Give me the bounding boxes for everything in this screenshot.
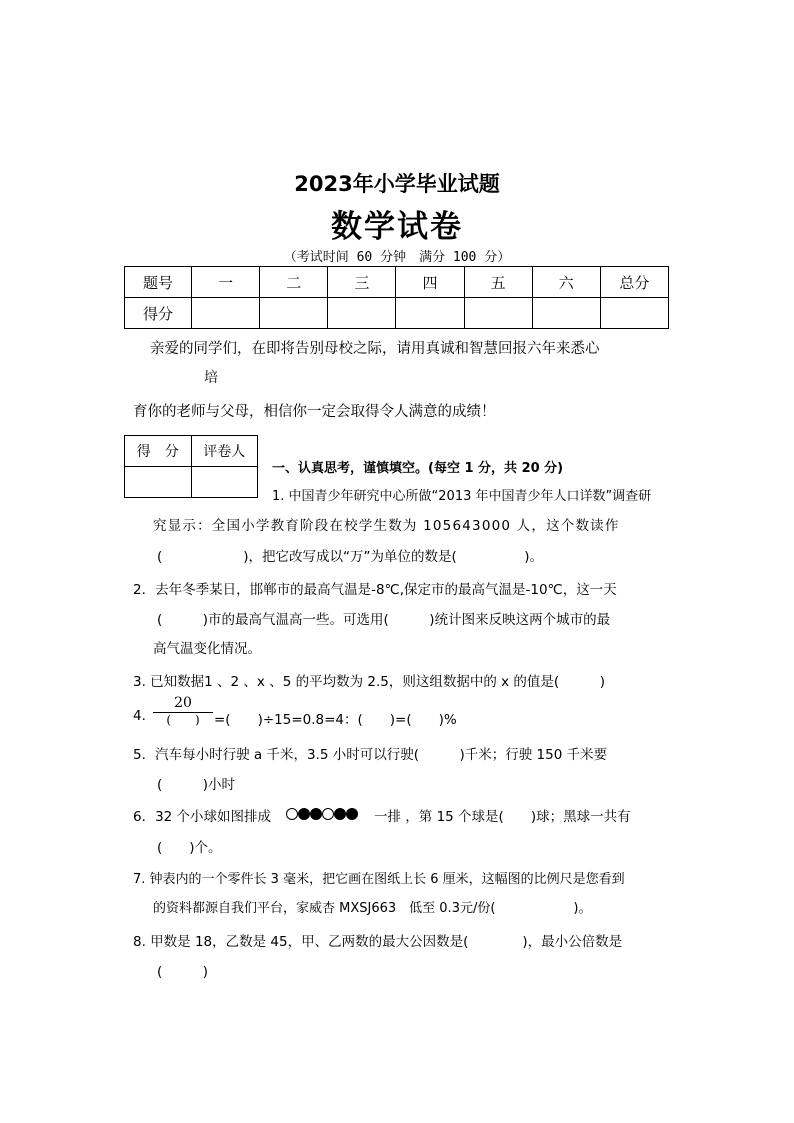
question-6-line-2: ( )个。	[157, 840, 222, 856]
grader-name-label: 评卷人	[191, 436, 258, 467]
fraction-denominator: ( )	[166, 713, 200, 727]
score-input-cell[interactable]	[600, 298, 668, 329]
question-4-number: 4.	[133, 708, 146, 724]
question-2-line-1: 2．去年冬季某日，邯郸市的最高气温是-8℃,保定市的最高气温是-10℃，这一天	[133, 582, 617, 598]
grader-score-label: 得 分	[125, 436, 192, 467]
question-1-line-2: 究显示：全国小学教育阶段在校学生数为 105643000 人，这个数读作	[153, 518, 620, 534]
question-2-line-2: ( )市的最高气温高一些。可选用( )统计图来反映这两个城市的最	[157, 612, 611, 628]
question-6-line-1-a: 6．32 个小球如图排成	[133, 809, 272, 825]
white-ball-icon	[322, 808, 334, 820]
grader-score-cell[interactable]	[125, 467, 192, 498]
black-ball-icon	[346, 808, 358, 820]
question-2-line-3: 高气温变化情况。	[153, 641, 261, 657]
score-table-score-row	[125, 298, 669, 329]
score-cell-section: 三	[328, 267, 396, 298]
score-table	[124, 266, 669, 329]
score-cell-section: 二	[260, 267, 328, 298]
question-3: 3. 已知数据1 、2 、x 、5 的平均数为 2.5，则这组数据中的 x 的值是( )	[133, 674, 605, 690]
black-ball-icon	[334, 808, 346, 820]
score-input-cell[interactable]	[396, 298, 464, 329]
score-cell-section: 四	[396, 267, 464, 298]
question-8-line-1: 8. 甲数是 18，乙数是 45，甲、乙两数的最大公因数是( )，最小公倍数是	[133, 934, 623, 950]
exam-title: 2023年小学毕业试题	[294, 172, 500, 196]
grader-table	[124, 435, 258, 498]
question-6-line-1-b: 一排 ，第 15 个球是( )球；黑球一共有	[374, 809, 631, 825]
question-7-line-1: 7. 钟表内的一个零件长 3 毫米，把它画在图纸上长 6 厘米，这幅图的比例尺是您看到	[133, 872, 625, 887]
score-input-cell[interactable]	[532, 298, 600, 329]
score-input-cell[interactable]	[464, 298, 532, 329]
section-1-heading: 一、认真思考，谨慎填空。(每空 1 分，共 20 分)	[272, 461, 564, 476]
question-8-line-2: ( )	[157, 964, 209, 980]
score-input-cell[interactable]	[192, 298, 260, 329]
score-cell-section: 一	[192, 267, 260, 298]
score-cell-section: 六	[532, 267, 600, 298]
question-7-line-2: 的资料都源自我们平台，家威杏 MXSJ663 低至 0.3元/份( )。	[153, 901, 592, 916]
score-cell-label: 题号	[125, 267, 192, 298]
grader-name-cell[interactable]	[191, 467, 258, 498]
intro-line-3: 育你的老师与父母，相信你一定会取得令人满意的成绩！	[133, 404, 496, 420]
exam-subject: 数学试卷	[331, 209, 463, 245]
score-input-cell[interactable]	[328, 298, 396, 329]
score-cell-section: 五	[464, 267, 532, 298]
exam-info: （考试时间 60 分钟 满分 100 分）	[283, 250, 511, 265]
black-ball-icon	[298, 808, 310, 820]
question-4-rest: =( )÷15=0.8=4：( )=( )%	[214, 712, 457, 728]
score-row-label: 得分	[125, 298, 192, 329]
question-5-line-2: ( )小时	[157, 777, 236, 793]
score-input-cell[interactable]	[260, 298, 328, 329]
black-ball-icon	[310, 808, 322, 820]
white-ball-icon	[286, 808, 298, 820]
question-1-line-1: 1. 中国青少年研究中心所做“2013 年中国青少年人口详数”调查研	[272, 489, 652, 504]
score-cell-total: 总分	[600, 267, 668, 298]
intro-line-1: 亲爱的同学们，在即将告别母校之际，请用真诚和智慧回报六年来悉心	[150, 341, 600, 357]
ball-pattern-figure	[286, 803, 358, 819]
question-1-line-3: ( )，把它改写成以“万”为单位的数是( )。	[157, 549, 544, 565]
intro-line-2: 培	[204, 370, 218, 386]
fraction-numerator: 20	[174, 695, 192, 711]
question-4-fraction	[153, 695, 213, 727]
score-table-header-row	[125, 267, 669, 298]
question-5-line-1: 5．汽车每小时行驶 a 千米，3.5 小时可以行驶( )千米；行驶 150 千米要	[133, 747, 608, 763]
